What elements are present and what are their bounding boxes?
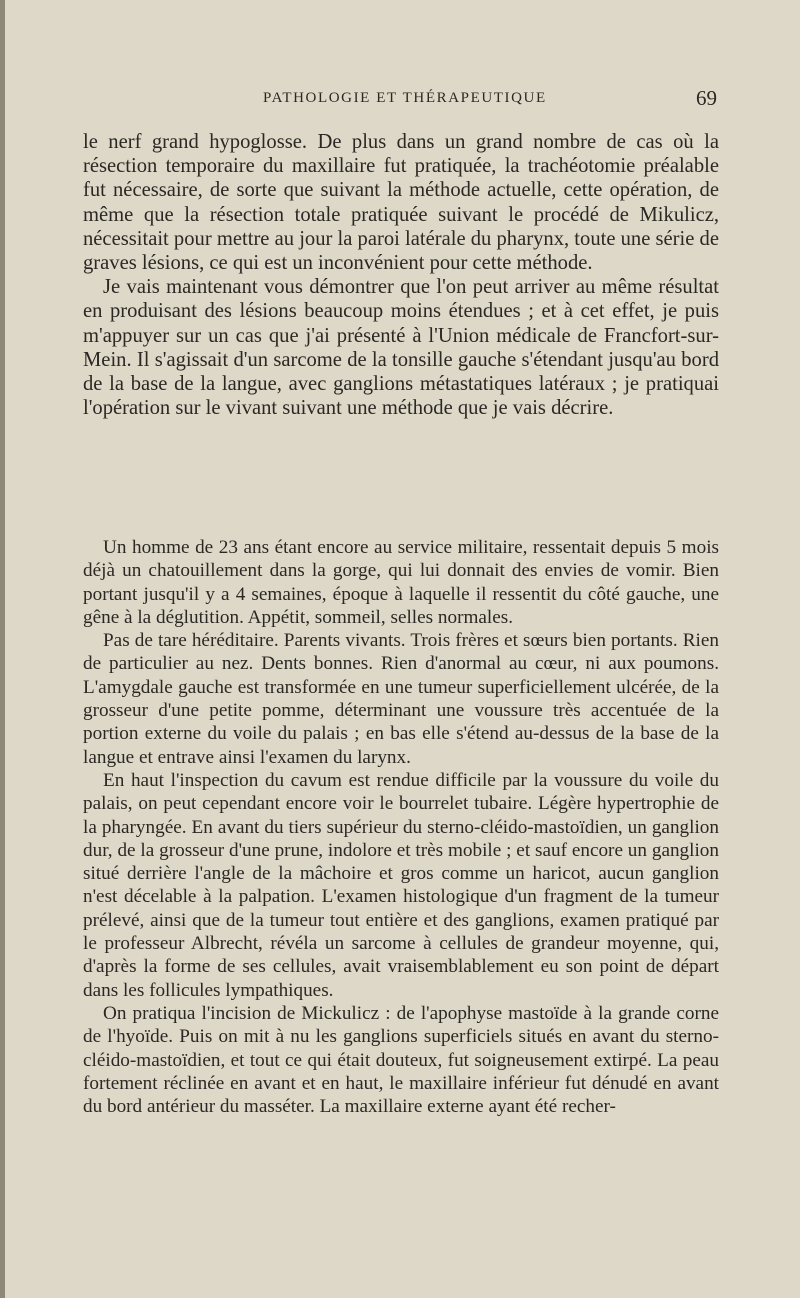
case-paragraph-4: On pratiqua l'incision de Mickulicz : de l'apophyse mastoïde à la grande corne de l'hyoïde. Puis on mit à nu les ganglions superficiels situés en avant du sterno-cléido-mastoïdien, et tout ce qui était douteux, fut soigneusement extirpé. La peau fortement réclinée en avant et en haut, le maxillaire inférieur fut dénudé en avant du bord antérieur du masséter. La maxillaire externe ayant été recher- (83, 1002, 719, 1118)
main-text (83, 130, 719, 420)
case-paragraph-3: En haut l'inspection du cavum est rendue difficile par la voussure du voile du palais, on peut cependant encore voir le bourrelet tubaire. Légère hypertrophie de la pharyngée. En avant du tiers supérieur du sterno-cléido-mastoïdien, un ganglion dur, de la grosseur d'une prune, indolore et très mobile ; et sauf encore un ganglion situé derrière l'angle de la mâchoire et gros comme un haricot, aucun ganglion n'est décelable à la palpation. L'examen histologique d'un fragment de la tumeur prélevé, ainsi que de la tumeur tout entière et des ganglions, examen pratiqué par le professeur Albrecht, révéla un sarcome à cellules de grandeur moyenne, qui, d'après la forme de ses cellules, avait vraisemblablement eu son point de départ dans les follicules lympathiques. (83, 769, 719, 1001)
page-header (83, 86, 719, 116)
case-paragraph-1: Un homme de 23 ans étant encore au service militaire, ressentait depuis 5 mois déjà un chatouillement dans la gorge, qui lui donnait des envies de vomir. Bien portant jusqu'il y a 4 semaines, époque à laquelle il ressentit du côté gauche, une gêne à la déglutition. Appétit, sommeil, selles normales. (83, 537, 719, 628)
case-report (83, 536, 719, 1118)
paragraph-2: Je vais maintenant vous démontrer que l'on peut arriver au même résultat en produisant des lésions beaucoup moins étendues ; et à cet effet, je puis m'appuyer sur un cas que j'ai présenté à l'Union médicale de Francfort-sur-Mein. Il s'agissait d'un sarcome de la tonsille gauche s'étendant jusqu'au bord de la base de la langue, avec ganglions métastatiques latéraux ; je pratiquai l'opération sur le vivant suivant une méthode que je vais décrire. (83, 276, 719, 420)
page-number: 69 (696, 86, 717, 110)
running-title: PATHOLOGIE ET THÉRAPEUTIQUE (263, 90, 547, 106)
case-paragraph-2: Pas de tare héréditaire. Parents vivants. Trois frères et sœurs bien portants. Rien de particulier au nez. Dents bonnes. Rien d'anormal au cœur, ni aux poumons. L'amygdale gauche est transformée en une tumeur superficiellement ulcérée, de la grosseur d'une petite pomme, déterminant une voussure très accentuée de la portion externe du voile du palais ; en bas elle s'étend au-dessus de la base de la langue et entrave ainsi l'examen du larynx. (83, 630, 719, 768)
paragraph-1: le nerf grand hypoglosse. De plus dans un grand nombre de cas où la résection temporaire du maxillaire fut pratiquée, la trachéotomie préalable fut nécessaire, de sorte que suivant la méthode actuelle, cette opération, de même que la résection totale pratiquée suivant le procédé de Mikulicz, nécessitait pour mettre au jour la paroi latérale du pharynx, toute une série de graves lésions, ce qui est un inconvénient pour cette méthode. (83, 131, 719, 275)
